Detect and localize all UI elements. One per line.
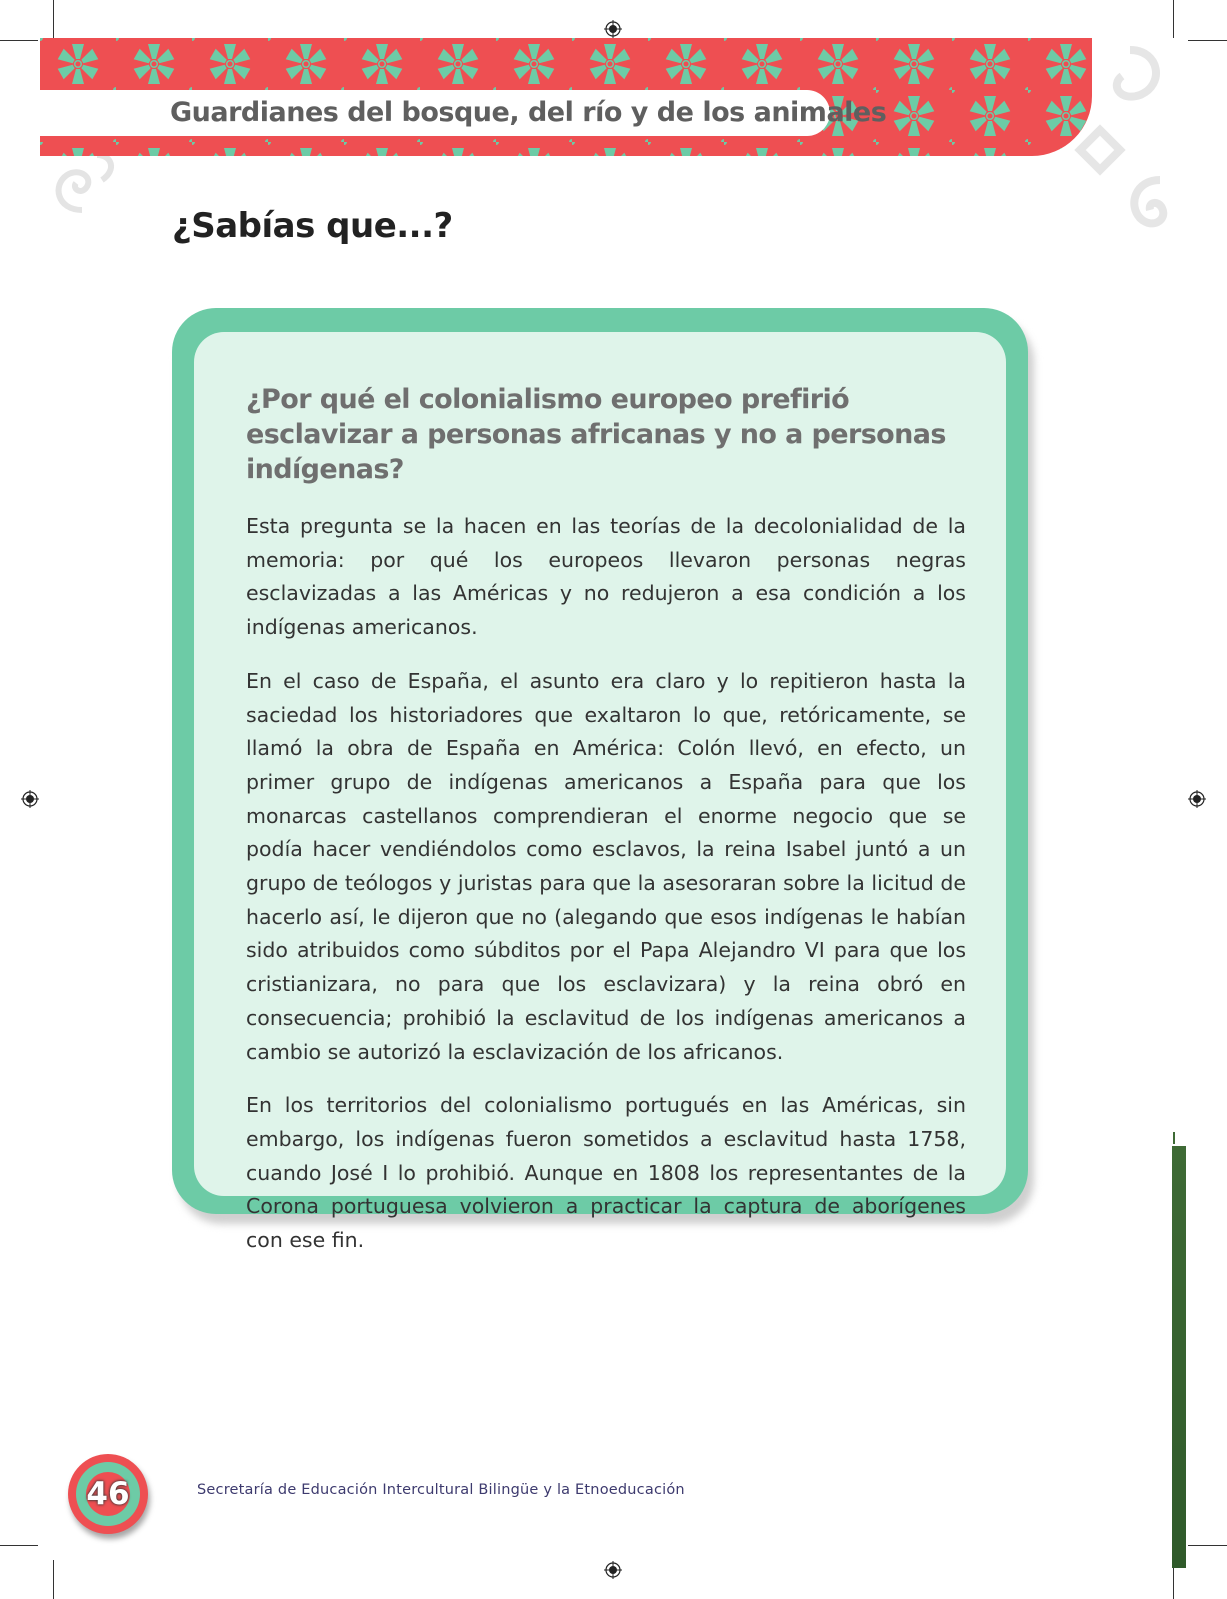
crop-mark [53, 0, 54, 38]
registration-mark-icon [604, 1561, 622, 1579]
swirl-ornament-icon [42, 150, 122, 220]
section-title: ¿Sabías que...? [172, 206, 453, 246]
page-number-badge [68, 1454, 148, 1534]
card-text [246, 510, 966, 1278]
card-paragraph: En los territorios del colonialismo portugués en las Américas, sin embargo, los indígenas fueron sometidos a esclavitud hasta 1758, cuando José I lo prohibió. Aunque en 1808 los representantes de la Corona portuguesa volvieron a practicar la captura de aborígenes con ese fin. [246, 1093, 966, 1253]
crop-mark [1188, 1545, 1227, 1546]
crop-mark [1188, 40, 1227, 41]
card-question: ¿Por qué el colonialismo europeo prefirió esclavizar a personas africanas y no a personas indígenas? [246, 384, 946, 485]
registration-mark-icon [21, 790, 39, 808]
crop-mark [0, 1545, 38, 1546]
footer-publisher: Secretaría de Educación Intercultural Bilingüe y la Etnoeducación [197, 1482, 685, 1498]
card-paragraph: Esta pregunta se la hacen en las teorías de la decolonialidad de la memoria: por qué los europeos llevaron personas negras esclavizadas a las Américas y no redujeron a esa condición a los indígenas americanos. [246, 514, 966, 640]
registration-mark-icon [604, 20, 622, 38]
page-number: 46 [86, 1476, 130, 1512]
crop-mark [1173, 0, 1174, 38]
side-color-bar [1172, 1146, 1186, 1568]
header-banner [40, 38, 1092, 156]
crop-mark [0, 40, 38, 41]
crop-mark [53, 1560, 54, 1599]
page-header-title: Guardianes del bosque, del río y de los animales [170, 97, 887, 128]
side-bar-tick [1173, 1132, 1175, 1144]
registration-mark-icon [1188, 790, 1206, 808]
card-paragraph: En el caso de España, el asunto era claro y lo repitieron hasta la saciedad los historiadores que exaltaron lo que, retóricamente, se llamó la obra de España en América: Colón llevó, en efecto, un primer grupo de indígenas americanos a España para que los monarcas castellanos comprendieran el enorme negocio que se podía hacer vendiéndolos como esclavos, la reina Isabel juntó a un grupo de teólogos y juristas para que la asesoraran sobre la licitud de hacerlo así, le dijeron que no (alegando que esos indígenas le habían sido atribuidos como súbditos por el Papa Alejandro VI para que los cristianizara, no para que los esclavizara) y la reina obró en consecuencia; prohibió la esclavitud de los indígenas americanos a cambio se autorizó la esclavización de los africanos. [246, 668, 966, 1064]
